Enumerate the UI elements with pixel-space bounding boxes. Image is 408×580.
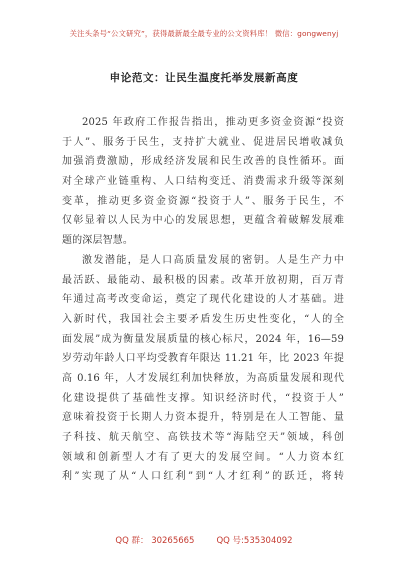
document-title: 申论范文：让民生温度托举发展新高度 [109,72,299,84]
body-line: 最活跃、最能动、最积极的因素。改革开放初期，百万青 [62,274,344,286]
body-line: 仅彰显着以人民为中心的发展思想，更蕴含着破解发展难 [62,215,344,227]
body-line: 激发潜能，是人口高质量发展的密钥。人是生产力中 [82,254,344,266]
body-line: 题的深层智慧。 [62,235,134,247]
body-line: 化建设提供了基础性支撑。知识经济时代，“投资于人” [62,392,344,404]
footer-qq-number: QQ 号:535304092 [216,536,293,546]
header-banner: 关注头条号“公文研究”，获得最新最全最专业的公文资料库！ 微信：gongwenyj [69,29,339,38]
body-line: 子科技、航天航空、高铁技术等“海陆空天”领域，科创 [62,432,344,443]
body-line: 岁劳动年龄人口平均受教育年限达 11.21 年，比 2023 年提 [62,353,344,365]
body-line: 利”实现了从“人口红利”到“人才红利”的跃迁，将转 [62,471,344,483]
document-body [62,113,344,487]
body-line: 领域和创新型人才有了更大的发展空间。“人力资本红 [62,451,344,463]
body-line: 变革，推动更多资金资源“投资于人”、服务于民生，不 [62,195,344,207]
body-line: 对全球产业链重构、人口结构变迁、消费需求升级等深刻 [62,176,344,188]
body-line: 高 0.16 年，人才发展红利加快释放，为高质量发展和现代 [62,372,344,384]
body-line: 于人”、服务于民生，支持扩大就业、促进居民增收减负 [62,136,344,148]
body-line: 面发展”成为衡量发展质量的核心标尺，2024 年，16—59 [62,333,344,345]
body-line: 意味着投资于长期人力资本提升，特别是在人工智能、量 [62,412,344,424]
body-line: 加强消费激励，形成经济发展和民生改善的良性循环。面 [62,156,344,168]
footer-contact [0,534,408,546]
footer-qq-group: QQ 群： 30265665 [115,536,195,546]
body-line: 年通过高考改变命运，奠定了现代化建设的人才基础。进 [62,294,344,306]
body-line: 入新时代，我国社会主要矛盾发生历史性变化，“人的全 [62,313,344,325]
body-line: 2025 年政府工作报告指出，推动更多资金资源“投资 [82,117,344,128]
